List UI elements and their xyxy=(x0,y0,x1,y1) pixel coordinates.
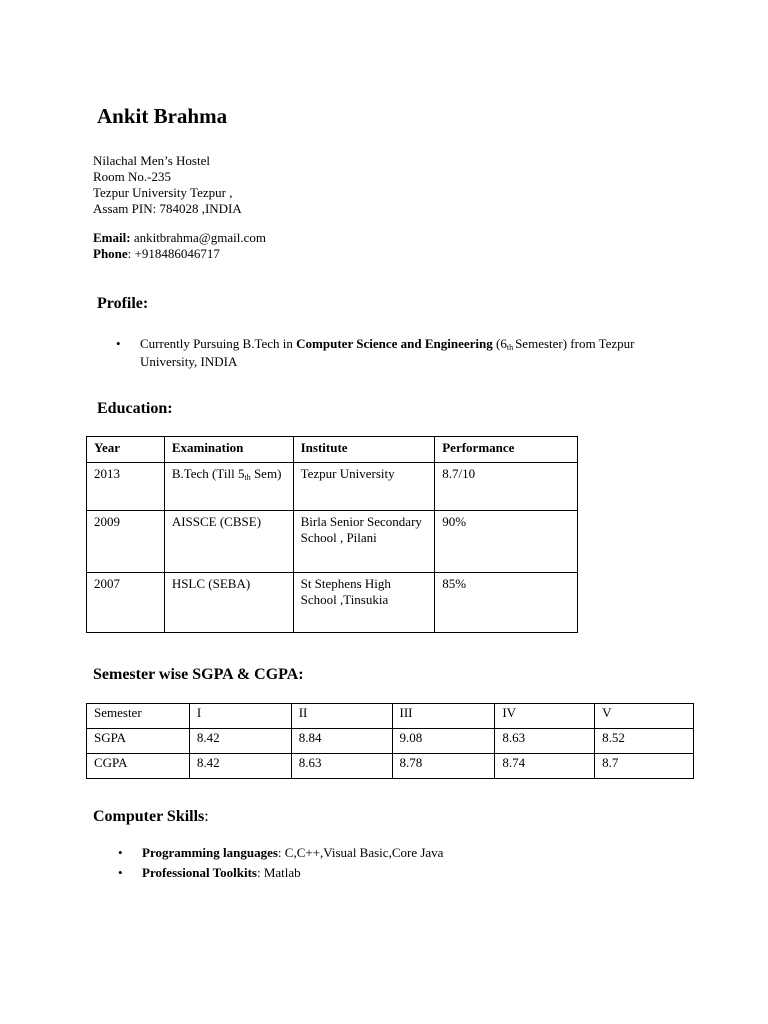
skills-heading: Computer Skills: xyxy=(93,808,209,825)
table-cell: V xyxy=(595,704,694,729)
table-cell: 9.08 xyxy=(392,729,495,754)
semester-table xyxy=(86,703,694,779)
table-cell: 8.78 xyxy=(392,754,495,779)
table-header-row xyxy=(87,437,578,463)
table-cell: Tezpur University xyxy=(293,463,435,511)
table-row xyxy=(87,573,578,633)
column-header: Institute xyxy=(293,437,435,463)
table-cell: 8.7 xyxy=(595,754,694,779)
address-block xyxy=(93,153,242,217)
table-cell: AISSCE (CBSE) xyxy=(164,511,293,573)
skill-label: Professional Toolkits xyxy=(142,865,257,880)
table-cell: III xyxy=(392,704,495,729)
education-heading: Education: xyxy=(97,400,173,417)
table-cell: 8.63 xyxy=(495,729,595,754)
table-cell: 8.42 xyxy=(189,754,291,779)
table-cell: 2009 xyxy=(87,511,165,573)
education-table xyxy=(86,436,578,633)
phone-label: Phone xyxy=(93,246,128,261)
table-row xyxy=(87,754,694,779)
table-cell: I xyxy=(189,704,291,729)
profile-heading: Profile: xyxy=(97,295,149,312)
email-value: ankitbrahma@gmail.com xyxy=(130,230,266,245)
skill-value: : C,C++,Visual Basic,Core Java xyxy=(277,845,444,860)
table-row xyxy=(87,463,578,511)
table-cell: 2007 xyxy=(87,573,165,633)
table-cell: IV xyxy=(495,704,595,729)
table-cell: Birla Senior Secondary School , Pilani xyxy=(293,511,435,573)
bullet-icon: • xyxy=(118,845,123,860)
address-line: Assam PIN: 784028 ,INDIA xyxy=(93,201,242,216)
table-cell: 85% xyxy=(435,573,578,633)
table-cell: 8.42 xyxy=(189,729,291,754)
table-cell: II xyxy=(291,704,392,729)
email-line xyxy=(93,230,266,246)
email-label: Email: xyxy=(93,230,131,245)
list-item: • Currently Pursuing B.Tech in Computer Science and Engineering (6th Semester) from Tezpur University, INDIA xyxy=(116,336,635,369)
contact-block xyxy=(93,230,266,262)
list-item xyxy=(118,865,443,881)
table-row xyxy=(87,511,578,573)
skills-list xyxy=(118,845,444,885)
table-cell: 8.74 xyxy=(495,754,595,779)
table-cell: CGPA xyxy=(87,754,190,779)
phone-value: : +918486046717 xyxy=(127,246,220,261)
table-cell: 8.84 xyxy=(291,729,392,754)
column-header: Performance xyxy=(435,437,578,463)
semester-heading: Semester wise SGPA & CGPA: xyxy=(93,666,304,683)
candidate-name: Ankit Brahma xyxy=(97,104,228,128)
column-header: Year xyxy=(87,437,165,463)
table-cell: B.Tech (Till 5th Sem) xyxy=(164,463,293,511)
bullet-icon: • xyxy=(116,336,121,351)
table-cell: St Stephens High School ,Tinsukia xyxy=(293,573,435,633)
column-header: Examination xyxy=(164,437,293,463)
address-line: Nilachal Men’s Hostel xyxy=(93,153,210,168)
table-row xyxy=(87,704,694,729)
table-cell: 8.52 xyxy=(595,729,694,754)
bullet-icon: • xyxy=(118,865,123,880)
address-line: Tezpur University Tezpur , xyxy=(93,185,233,200)
table-cell: 8.63 xyxy=(291,754,392,779)
phone-line xyxy=(93,246,266,262)
profile-list xyxy=(116,336,660,370)
table-cell: HSLC (SEBA) xyxy=(164,573,293,633)
table-row xyxy=(87,729,694,754)
table-cell: 2013 xyxy=(87,463,165,511)
table-cell: 8.7/10 xyxy=(435,463,578,511)
table-cell: Semester xyxy=(87,704,190,729)
list-item xyxy=(118,845,444,861)
skill-label: Programming languages xyxy=(142,845,278,860)
table-cell: SGPA xyxy=(87,729,190,754)
table-cell: 90% xyxy=(435,511,578,573)
skill-value: : Matlab xyxy=(256,865,301,880)
address-line: Room No.-235 xyxy=(93,169,171,184)
